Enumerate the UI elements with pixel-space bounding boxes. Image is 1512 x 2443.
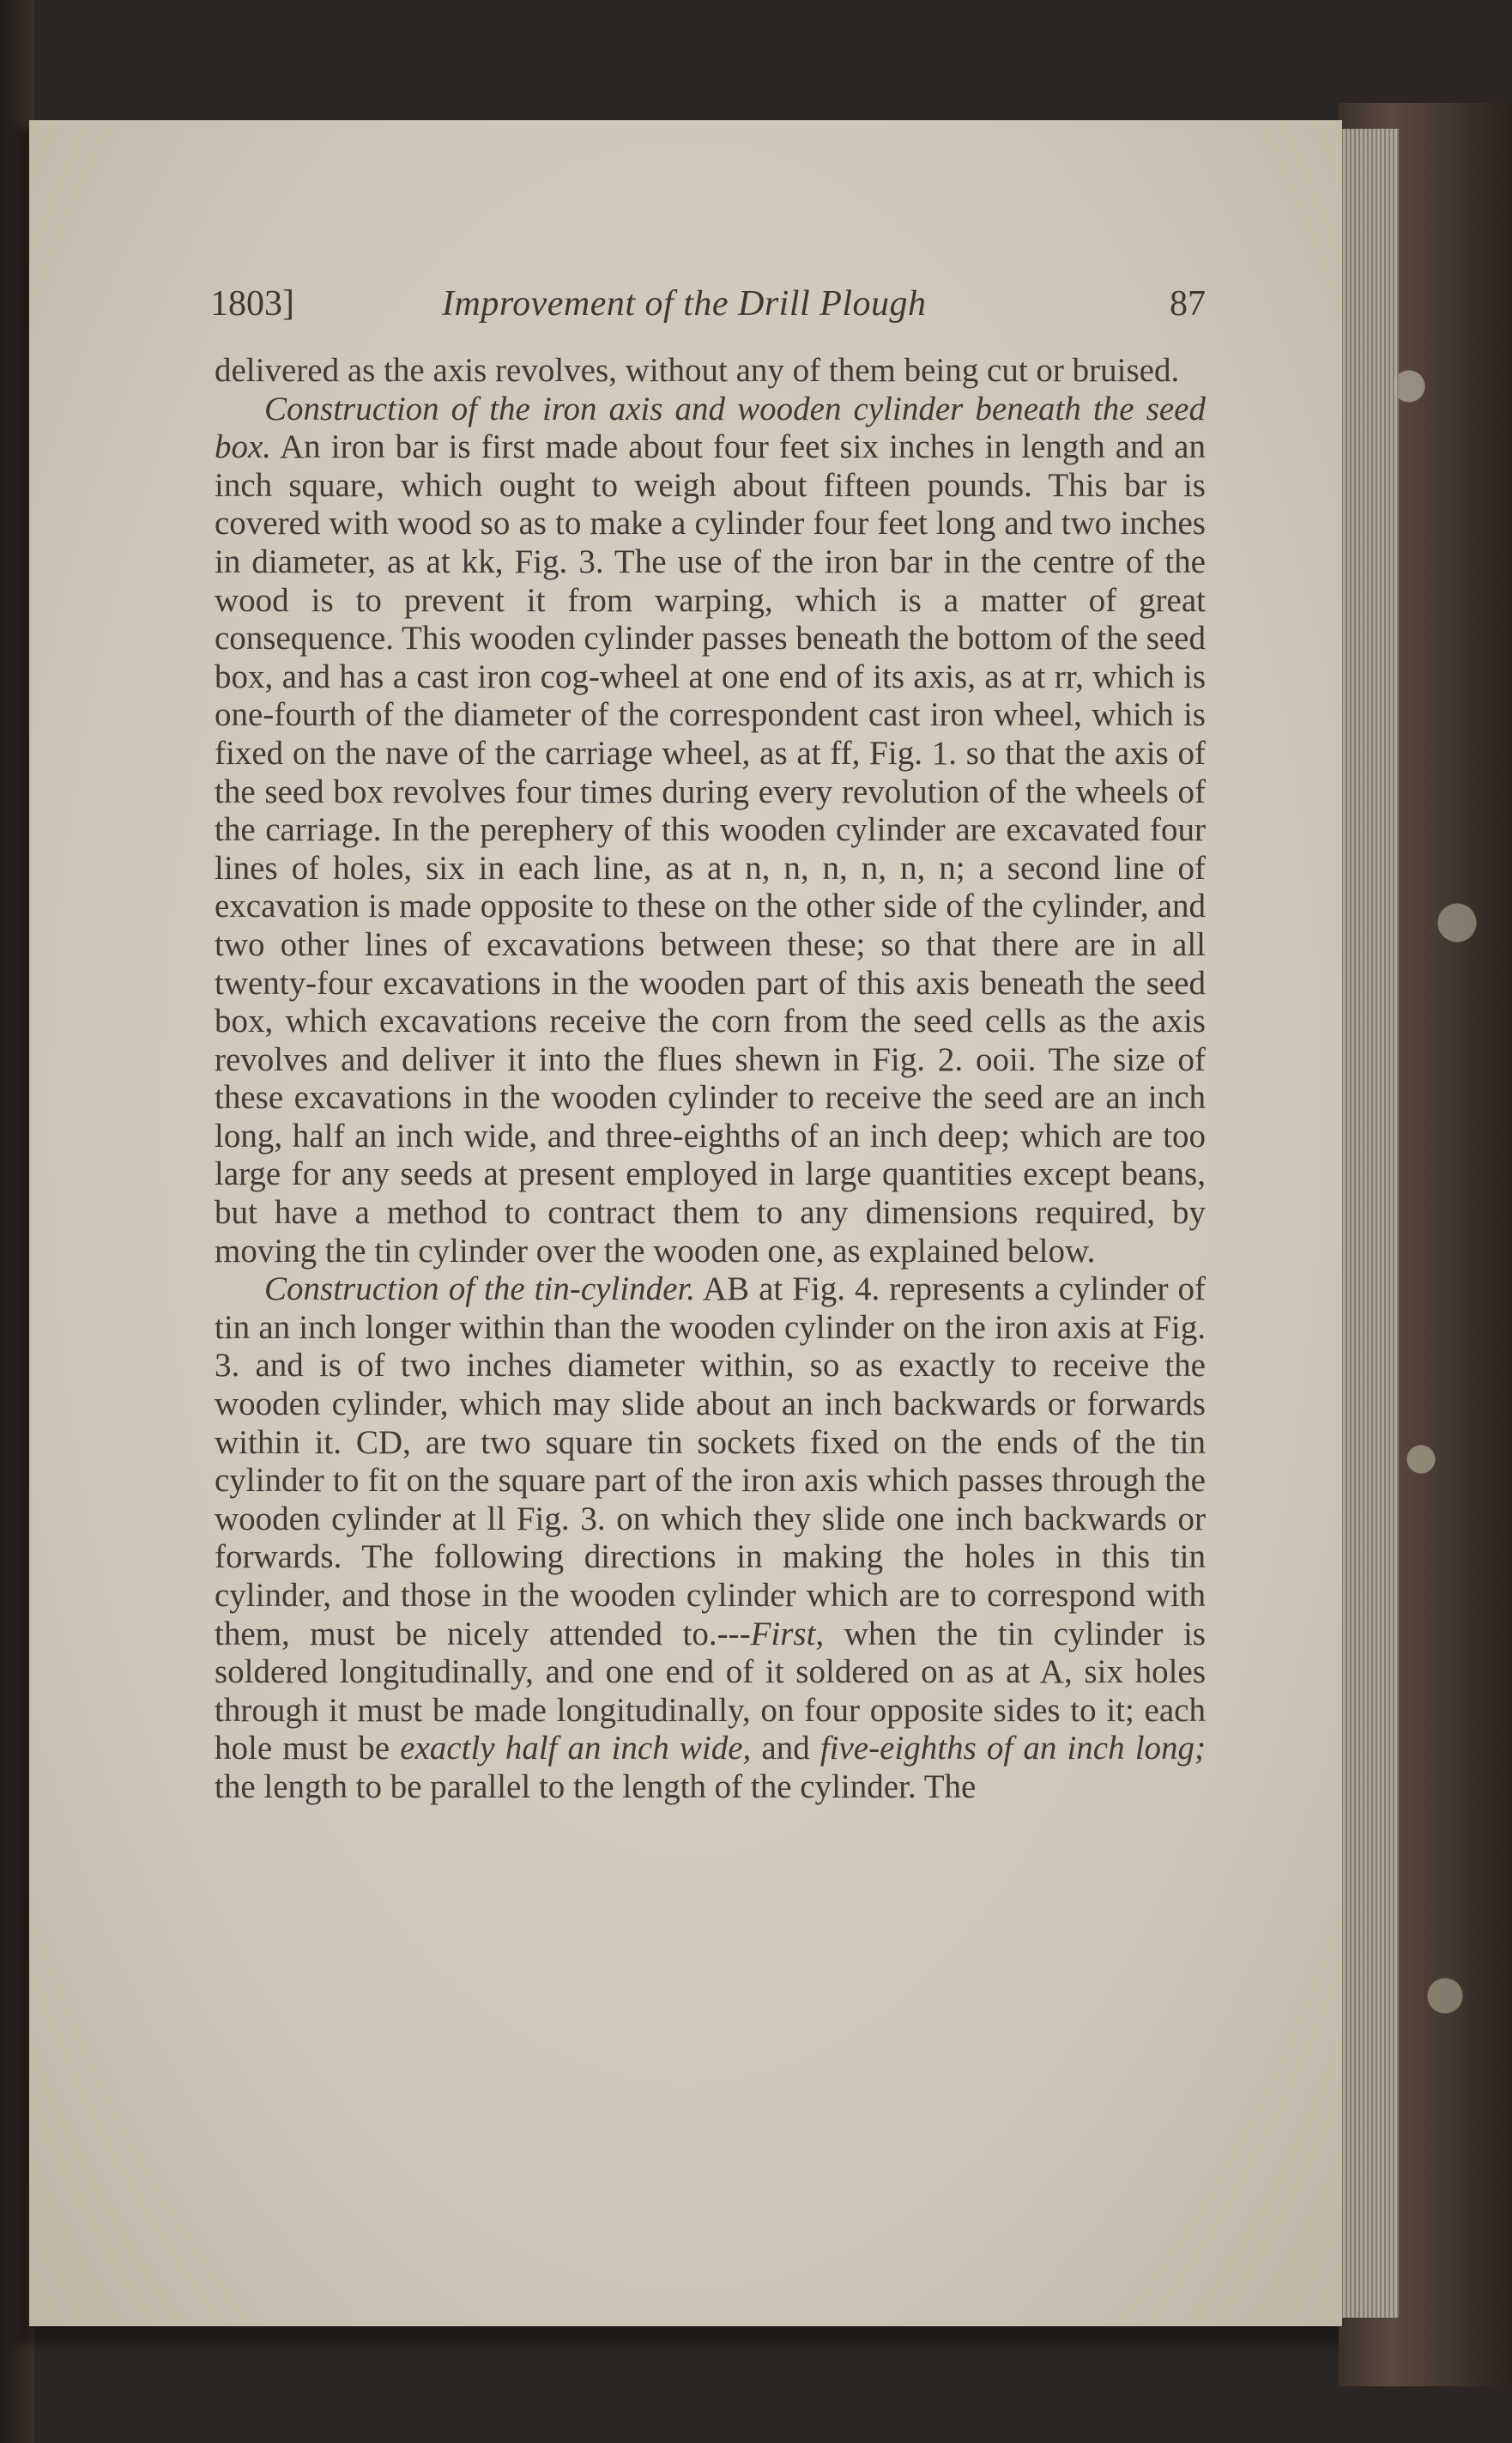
section-heading-iron-axis: Construction of the iron axis and wooden cylinder beneath the seed box. xyxy=(215,390,1206,466)
paragraph-text: and xyxy=(761,1730,810,1767)
paragraph-iron-axis xyxy=(215,391,1206,1271)
emphasis-half-inch: exactly half an inch wide, xyxy=(400,1730,752,1767)
header-year: 1803] xyxy=(210,284,294,324)
emphasis-five-eighths: five-eighths of an inch long; xyxy=(820,1730,1207,1767)
paragraph-text: delivered as the axis revolves, without any of them being cut or bruised. xyxy=(215,352,1180,389)
paragraph-text: when the tin cylinder is soldered longitudinally, and one end of it soldered on as at A, six holes through it must be made longitudinally, on four opposite sides to it; each hole must be xyxy=(215,1615,1206,1767)
paragraph-tin-cylinder xyxy=(215,1270,1206,1806)
running-header xyxy=(210,275,1206,335)
header-title: Improvement of the Drill Plough xyxy=(442,284,927,324)
paragraph-text: the length to be parallel to the length of the cylinder. The xyxy=(215,1767,977,1805)
paragraph-text: An iron bar is first made about four feet six inches in length and an inch square, which ought to weigh about fifteen pounds. This bar is covered with wood so as to make a cylinder four feet long and two inches in diameter, as at kk, Fig. 3. The use of the iron bar in the centre of the wood is to prevent it from warping, which is a matter of great consequence. This wooden cylinder passes beneath the bottom of the seed box, and has a cast iron cog-wheel at one end of its axis, as at rr, which is one-fourth of the diameter of the correspondent cast iron wheel, which is fixed on the nave of the carriage wheel, as at ff, Fig. 1. so that the axis of the seed box revolves four times during every revolution of the wheels of the carriage. In the perephery of this wooden cylinder are excavated four lines of holes, six in each line, as at n, n, n, n, n, n; a second line of excavation is made opposite to these on the other side of the cylinder, and two other lines of excavations between these; so that there are in all twenty-four excavations in the wooden part of this axis beneath the seed box, which excavations receive the corn from the seed cells as the axis revolves and deliver it into the flues shewn in Fig. 2. ooii. The size of these excavations in the wooden cylinder to receive the seed are an inch long, half an inch wide, and three-eighths of an inch deep; which are too large for any seeds at present employed in large quantities except beans, but have a method to contract them to any dimensions required, by moving the tin cylinder over the wooden one, as explained below. xyxy=(215,428,1206,1270)
paragraph-text: AB at Fig. 4. represents a cylinder of tin an inch longer within than the wooden cylinder on the iron axis at Fig. 3. and is of two inches diameter within, so as exactly to receive the wooden cylinder, which may slide about an inch backwards or forwards within it. CD, are two square tin sockets fixed on the ends of the tin cylinder to fit on the square part of the iron axis which passes through the wooden cylinder at ll Fig. 3. on which they slide one inch backwards or forwards. The following directions in making the holes in this tin cylinder, and those in the wooden cylinder which are to correspond with them, must be nicely attended to.--- xyxy=(215,1270,1206,1652)
page-number: 87 xyxy=(1170,284,1206,324)
section-heading-tin-cylinder: Construction of the tin-cylinder. xyxy=(264,1270,696,1308)
paragraph-continuation xyxy=(215,352,1206,391)
page-body xyxy=(215,352,1206,1807)
emphasis-first: First, xyxy=(750,1615,825,1652)
